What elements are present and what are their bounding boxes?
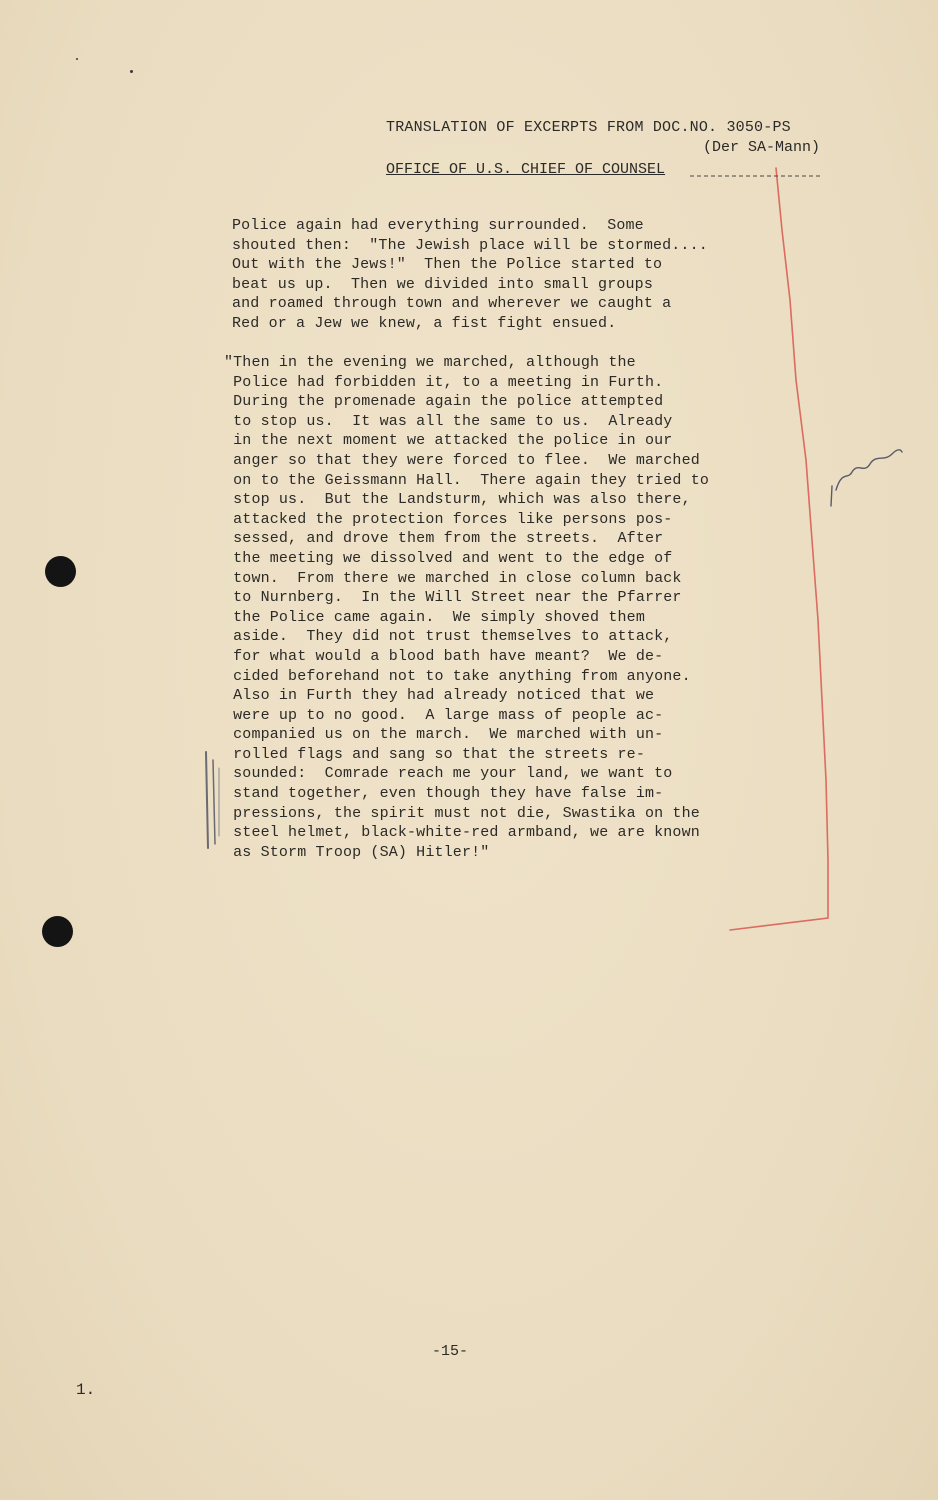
source-subtitle: (Der SA-Mann)	[702, 139, 820, 156]
margin-pencil-line-1	[206, 752, 208, 848]
red-pencil-bracket	[730, 168, 828, 930]
punch-hole-top	[45, 556, 76, 587]
paragraph-1: Police again had everything surrounded. Some shouted then: "The Jewish place will be stormed.... Out with the Jews!" Then the Police started to beat us up. Then we divided into small groups and roamed through town and wherever we caught a Red or a Jew we knew, a fist fight ensued.	[232, 217, 708, 332]
margin-pencil-line-2	[213, 760, 215, 844]
page-number: -15-	[432, 1343, 469, 1360]
ink-speck	[76, 58, 78, 60]
punch-hole-bottom	[42, 916, 73, 947]
office-line: OFFICE OF U.S. CHIEF OF COUNSEL	[386, 161, 666, 178]
ink-speck	[130, 70, 133, 73]
pencil-scribble	[836, 450, 902, 490]
document-header	[386, 118, 826, 180]
translation-title: TRANSLATION OF EXCERPTS FROM DOC.NO. 3050-PS	[386, 119, 791, 136]
pencil-tick	[831, 486, 832, 506]
paragraph-2: "Then in the evening we marched, although the Police had forbidden it, to a meeting in Furth. During the promenade again the police attempted to stop us. It was all the same to us. Already in the next moment we attacked the police in our anger so that they were forced to flee. We marched on to the Geissmann Hall. There again they tried to stop us. But the Landsturm, which was also there, attacked the protection forces like persons pos- sessed, and drove them from the streets. After the meeting we dissolved and went to the edge of town. From there we marched in close column back to Nurnberg. In the Will Street near the Pfarrer the Police came again. We simply shoved them aside. They did not trust themselves to attack, for what would a blood bath have meant? We de- cided beforehand not to take anything from anyone. Also in Furth they had already noticed that we were up to no good. A large mass of people ac- companied us on the march. We marched with un- rolled flags and sang so that the streets re- sounded: Comrade reach me your land, we want to stand together, even though they have false im- pressions, the spirit must not die, Swastika on the steel helmet, black-white-red armband, we are known as Storm Troop (SA) Hitler!"	[224, 354, 710, 861]
footer-mark: 1.	[76, 1381, 96, 1399]
